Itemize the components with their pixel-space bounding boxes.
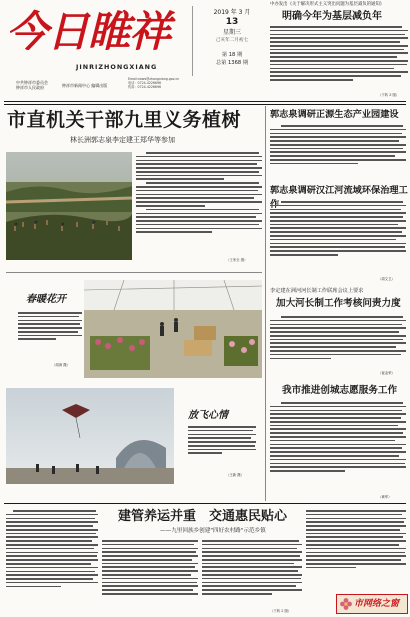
spring-title: 春暖花开 — [26, 294, 66, 305]
flower-icon — [339, 597, 353, 611]
lead-headline: 市直机关干部九里义务植树 — [7, 109, 242, 131]
right-headline-4: 我市推进创城志愿服务工作 — [282, 385, 398, 396]
issue-lunar: 己亥年二月初七 — [215, 38, 249, 43]
contact-phone: 电话：0724-4226696 — [128, 81, 162, 86]
right-headline-1: 郭志泉调研正源生态产业园建设 — [270, 109, 399, 120]
right-headline-3: 加大河长制工作考核问责力度 — [276, 298, 401, 309]
issue-date: 2019 年 3 月 — [213, 9, 251, 16]
right-top-body — [270, 26, 408, 96]
right-top-jump: （下转 3 版） — [378, 93, 400, 97]
right-kicker: 李定建在洲河河长制工作联席会议上要求 — [270, 288, 364, 294]
right-top-headline: 明确今年为基层减负年 — [282, 11, 382, 22]
bottom-jump: （下转 2 版） — [270, 609, 292, 613]
right-body-2 — [270, 201, 406, 281]
right-body-4 — [270, 402, 406, 498]
masthead-logo: 今日睢祥 — [6, 7, 171, 56]
masthead-rule-thin — [4, 104, 406, 105]
right-end-1: （周文卫） — [378, 277, 395, 281]
date-block — [198, 8, 266, 67]
issue-weekday: 星期三 — [222, 29, 241, 36]
bottom-col-1 — [6, 510, 98, 614]
kite-photo — [6, 388, 174, 484]
right-body-3 — [270, 316, 406, 376]
kite-body — [188, 426, 256, 472]
photo-feature-rule — [6, 272, 262, 273]
bottom-col-4 — [306, 510, 406, 590]
right-body-1 — [270, 125, 406, 181]
bottom-col-3 — [202, 540, 302, 614]
bottom-rule — [4, 503, 406, 504]
masthead-pinyin: JINRIZHONGXIANG — [76, 63, 158, 71]
issue-number: 第 18 期 — [221, 52, 243, 58]
spring-body — [18, 312, 82, 358]
issue-total: 总第 1368 期 — [215, 60, 249, 66]
corner-banner-label: 市网络之窗 — [354, 599, 400, 609]
sponsor-government: 钟祥市人民政府 — [16, 85, 44, 91]
lead-photo-caption: （王家全 摄） — [226, 258, 248, 262]
right-top-kicker: 中办发出《关于解决形式主义突出问题为基层减负的通知》 — [270, 2, 385, 7]
right-headline-2: 郭志泉调研汉江河流域环保治理工 — [270, 185, 408, 196]
publisher: 钟祥市新闻中心 编辑出版 — [62, 82, 108, 88]
bottom-col-2 — [102, 540, 198, 614]
bottom-headline: 建管养运并重 交通惠民贴心 — [118, 509, 288, 524]
spring-photo — [84, 280, 262, 378]
kite-caption: （王新 摄） — [226, 473, 245, 477]
masthead-divider — [192, 6, 193, 76]
contact-email: Email:news@zhongxiang.gov.cn — [128, 77, 180, 81]
sponsor-block — [16, 80, 48, 90]
kite-title: 放飞心情 — [188, 410, 228, 421]
lead-photo — [6, 152, 132, 260]
lead-body — [136, 152, 262, 260]
bottom-subhead: ——九里回族乡创建"四好农村路"示范乡镇 — [160, 528, 266, 534]
corner-banner[interactable] — [336, 594, 408, 614]
spring-caption: （周涛 摄） — [52, 363, 71, 367]
sponsor-party: 中共钟祥市委员会 — [16, 80, 48, 85]
contact-block — [128, 77, 179, 90]
masthead — [0, 0, 410, 110]
right-end-3: （黄军） — [378, 495, 392, 499]
masthead-rule — [4, 101, 406, 102]
right-end-2: （崔金荣） — [378, 371, 395, 375]
lead-subhead: 林长洲郭志泉李定建王郑华等参加 — [70, 136, 175, 144]
contact-fax: 传真：0724-4226696 — [128, 85, 162, 90]
column-rule — [265, 106, 266, 501]
issue-day: 13 — [225, 17, 239, 27]
